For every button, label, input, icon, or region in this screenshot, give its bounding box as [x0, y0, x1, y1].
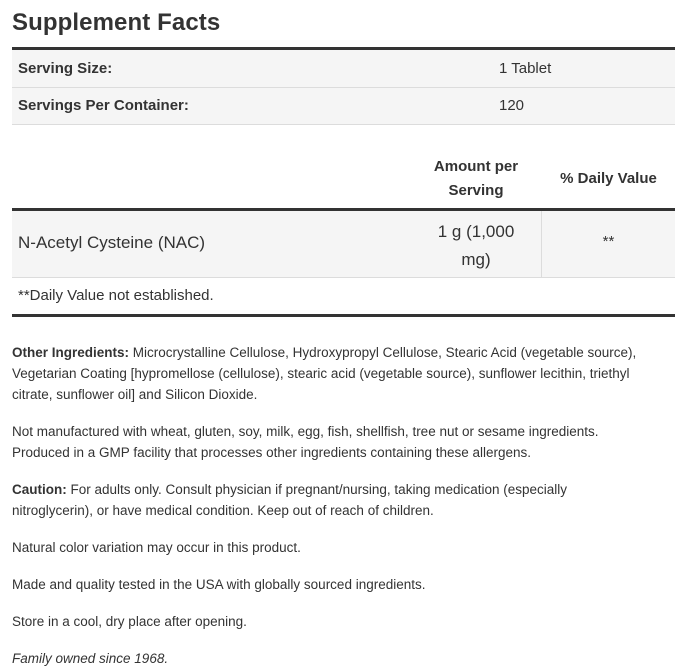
other-ingredients-label: Other Ingredients: [12, 345, 130, 360]
page-title: Supplement Facts [12, 9, 221, 36]
other-ingredients-line1: Microcrystalline Cellulose, Hydroxypropyl Cellulose, Stearic Acid (vegetable source), [132, 345, 637, 360]
serving-size-row [12, 50, 675, 88]
caution-label: Caution: [12, 482, 67, 497]
ingredient-amount-line1: 1 g (1,000 [437, 222, 515, 241]
allergen-statement [12, 421, 675, 463]
servings-per-container-label: Servings Per Container: [18, 97, 189, 114]
servings-per-container-row [12, 88, 675, 125]
ingredient-row [12, 211, 675, 278]
color-variation-note: Natural color variation may occur in this product. [12, 540, 301, 555]
other-ingredients-line3: citrate, sunflower oil] and Silicon Dioxide. [12, 387, 258, 402]
ingredient-amount [424, 218, 528, 274]
footnote-divider [12, 314, 675, 317]
family-owned-note: Family owned since 1968. [12, 651, 169, 666]
caution-statement [12, 479, 675, 521]
other-ingredients [12, 342, 675, 405]
serving-size-value: 1 Tablet [499, 60, 552, 77]
allergen-line1: Not manufactured with wheat, gluten, soy, milk, egg, fish, shellfish, tree nut or sesame ingredients. [12, 424, 599, 439]
storage-note: Store in a cool, dry place after opening. [12, 614, 247, 629]
allergen-line2: Produced in a GMP facility that processes other ingredients containing these allergens. [12, 445, 532, 460]
made-in-usa-note: Made and quality tested in the USA with globally sourced ingredients. [12, 577, 426, 592]
amount-header-line2: Serving [448, 182, 504, 199]
servings-per-container-value: 120 [499, 97, 525, 114]
caution-line2: nitroglycerin), or have medical condition. Keep out of reach of children. [12, 503, 434, 518]
other-ingredients-line2: Vegetarian Coating [hypromellose (cellulose), stearic acid (vegetable source), sunflower lecithin, triethyl [12, 366, 630, 381]
ingredient-name: N-Acetyl Cysteine (NAC) [18, 233, 206, 252]
daily-value-header: % Daily Value [560, 170, 657, 187]
ingredient-amount-line2: mg) [461, 250, 491, 269]
serving-size-label: Serving Size: [18, 60, 113, 77]
amount-header-line1: Amount per [433, 158, 519, 175]
amount-per-serving-header [424, 155, 528, 203]
caution-line1: For adults only. Consult physician if pregnant/nursing, taking medication (especially [70, 482, 568, 497]
daily-value-footnote: **Daily Value not established. [18, 287, 214, 304]
ingredient-daily-value: ** [602, 233, 615, 250]
